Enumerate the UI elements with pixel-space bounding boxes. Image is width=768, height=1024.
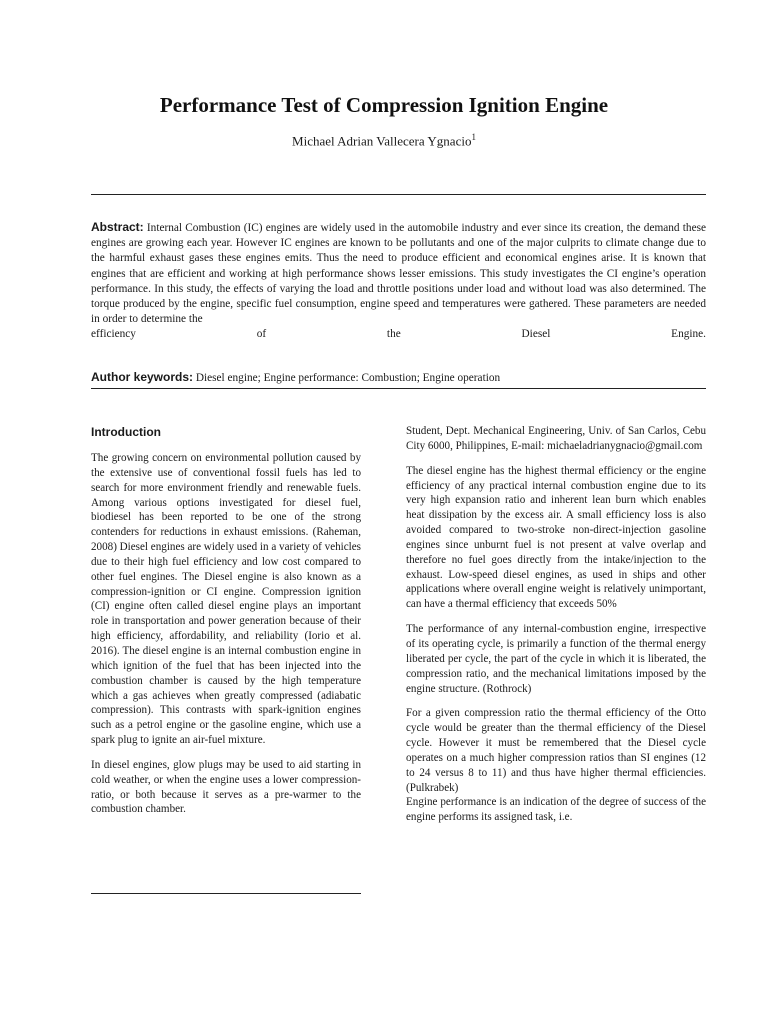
keywords-label: Author keywords:	[91, 370, 194, 384]
right-paragraph-2: The performance of any internal-combustion engine, irrespective of its operating cycle, is primarily a function of the thermal energy liberated per cycle, the part of the cycle in which it is liberated, the compression ratio, and the mechanical limitations imposed by the engine structure. (Rothrock)	[406, 623, 706, 695]
paper-title: Performance Test of Compression Ignition Engine	[159, 93, 609, 117]
abstract-label: Abstract:	[91, 220, 144, 234]
left-column	[91, 451, 361, 827]
author-name: Michael Adrian Vallecera Ygnacio	[292, 133, 472, 149]
abstract	[91, 220, 706, 343]
right-paragraph-4: Engine performance is an indication of the degree of success of the engine performs its assigned task, i.e.	[406, 796, 706, 824]
footnote-divider	[91, 893, 361, 894]
introduction-heading: Introduction	[91, 425, 161, 439]
intro-paragraph-2: In diesel engines, glow plugs may be used to aid starting in cold weather, or when the engine uses a lower compression-ratio, or both because it serves as a pre-warmer to the combustion chamber.	[91, 758, 361, 816]
intro-paragraph-1: The growing concern on environmental pollution caused by the extensive use of conventional fossil fuels has led to search for more environment friendly and renewable fuels. Among various options investigated for diesel fuel, biodiesel has been reported to be one of the strong contenders for reductions in exhaust emissions. (Raheman, 2008) Diesel engines are widely used in a variety of vehicles due to their high fuel efficiency and low cost compared to other fuel engines. The Diesel engine is also known as a compression-ignition or CI engine. Compression ignition (CI) engine often called diesel engine plays an important role in transportation and power generation because of their high efficiency, affordability, and reliability (Iorio et al. 2016). The diesel engine is an internal combustion engine in which ignition of the fuel that has been injected into the combustion chamber is caused by the high temperature which a gas achieves when greatly compressed (adiabatic compression). This contrasts with spark-ignition engines such as a petrol engine or the gasoline engine, which use a spark plug to ignite an air-fuel mixture.	[91, 452, 361, 747]
right-column	[406, 424, 706, 825]
right-paragraph-3: For a given compression ratio the thermal efficiency of the Otto cycle would be greater than the thermal efficiency of the Diesel cycle. However it must be remembered that the Diesel cycle operates on a much higher compression ratios than SI engines (12 to 24 versus 8 to 11) and thus have higher thermal efficiencies. (Pulkrabek)	[406, 707, 706, 794]
top-divider	[91, 194, 706, 195]
author-footnote-mark: 1	[471, 132, 476, 142]
author-line	[0, 132, 768, 149]
keywords-text: Diesel engine; Engine performance: Combustion; Engine operation	[193, 372, 501, 384]
abstract-text: Internal Combustion (IC) engines are widely used in the automobile industry and ever since its creation, the demand these engines are growing each year. However IC engines are known to be pollutants and one of the major culprits to climate change due to the harmful exhaust gases these engines emits. Thus the need to produce efficient and economical engines arise. It is known that engines that are efficient and working at high performance shows lesser emissions. This study investigates the CI engine’s operation performance. In this study, the effects of varying the load and throttle positions under load and without load was also determined. The torque produced by the engine, specific fuel consumption, engine speed and temperatures were gathered. These parameters are needed in order to determine the	[91, 222, 706, 326]
keywords	[91, 370, 706, 384]
abstract-last-line: efficiency of the Diesel Engine.	[91, 328, 706, 341]
right-paragraph-1: The diesel engine has the highest thermal efficiency or the engine efficiency of any practical internal combustion engine due to its very high expansion ratio and inherent lean burn which enables heat dissipation by the excess air. A small efficiency loss is also avoided compared to two-stroke non-direct-injection gasoline engines since unburnt fuel is not present at valve overlap and therefore no fuel goes directly from the intake/injection to the exhaust. Low-speed diesel engines, as used in ships and other applications where overall engine weight is relatively unimportant, can have a thermal efficiency that exceeds 50%	[406, 464, 706, 611]
author-affiliation: Student, Dept. Mechanical Engineering, Univ. of San Carlos, Cebu City 6000, Philippines, E-mail: michaeladrianygnacio@gmail.com	[406, 425, 706, 452]
keywords-divider	[91, 388, 706, 389]
